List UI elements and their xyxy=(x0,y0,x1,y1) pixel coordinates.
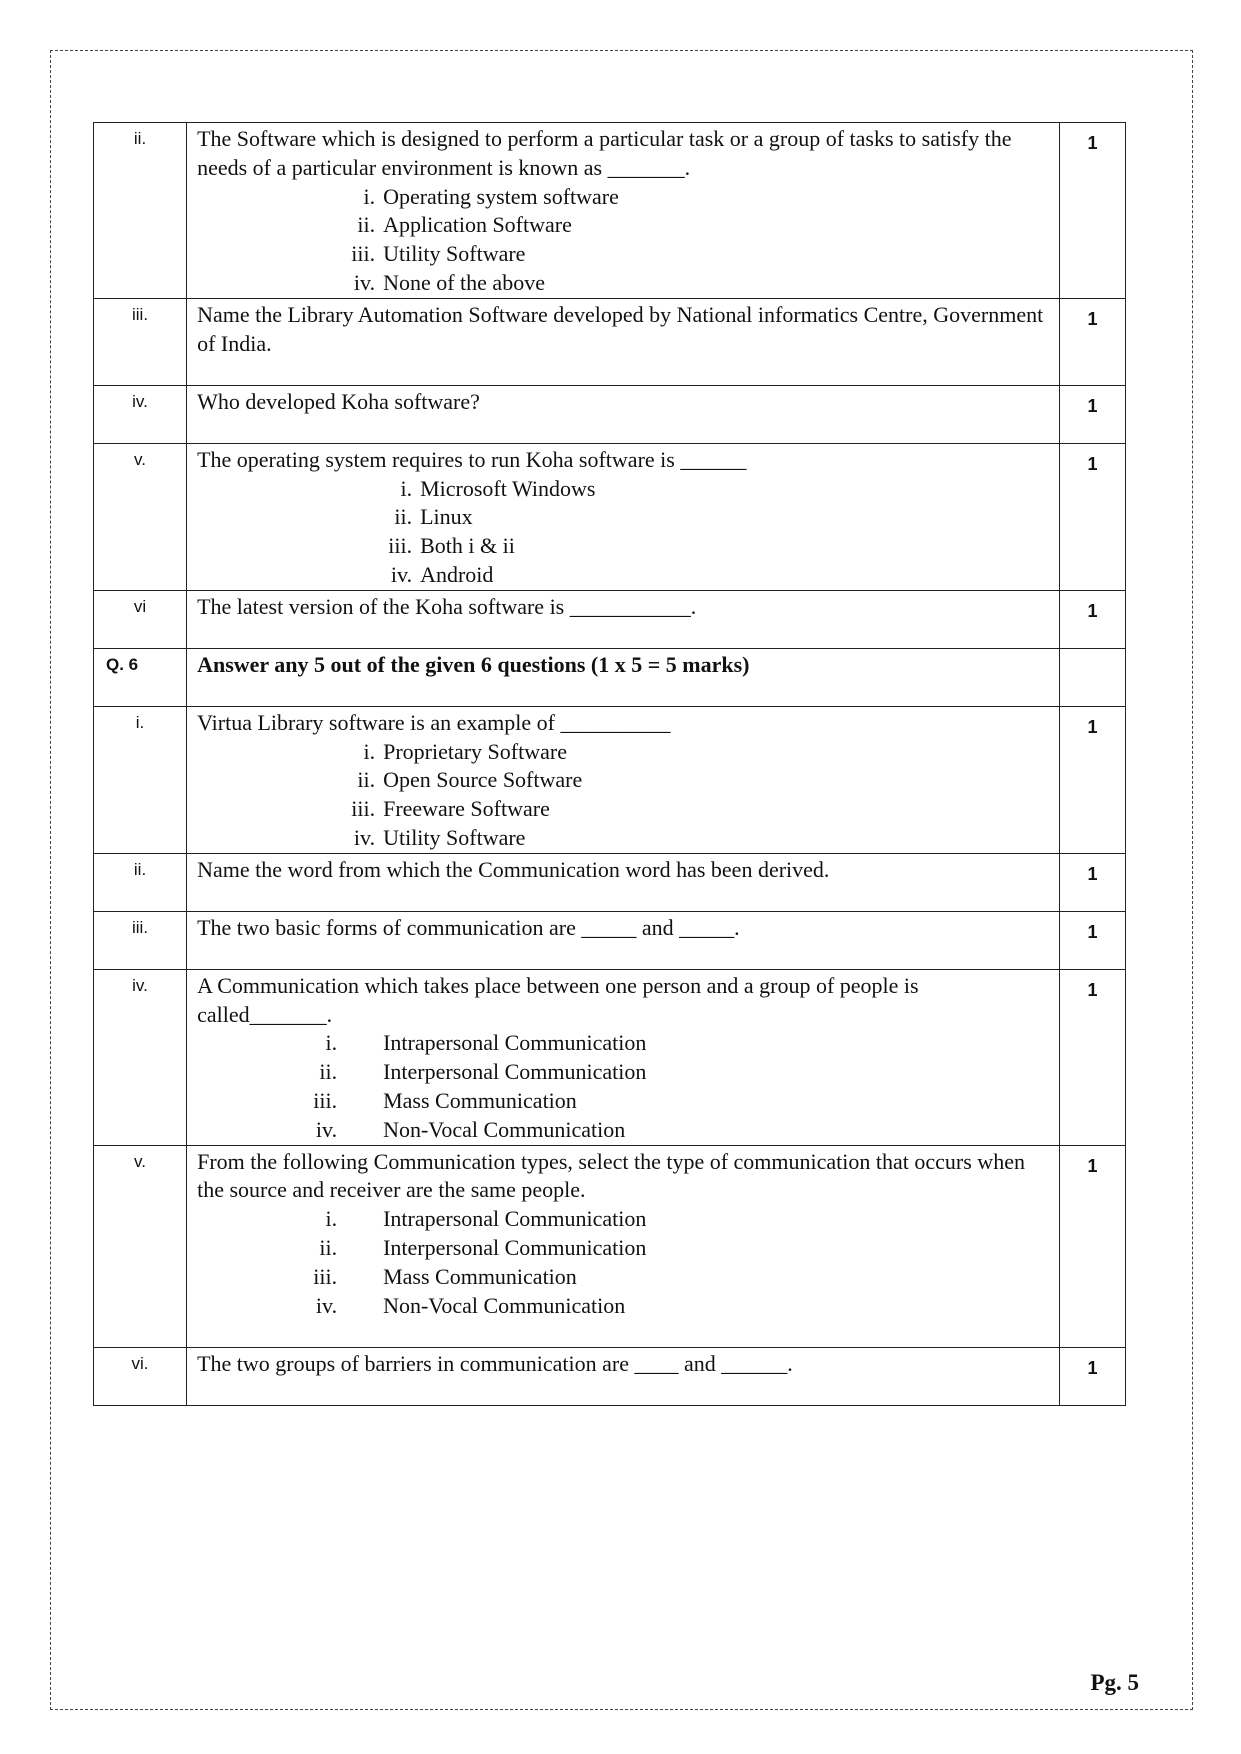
question-row xyxy=(94,298,1126,385)
option-roman: ii. xyxy=(357,212,376,238)
option-roman: iv. xyxy=(390,561,413,587)
marks-cell xyxy=(1059,648,1125,706)
option-roman: ii. xyxy=(319,1059,338,1085)
option-item xyxy=(197,1116,1049,1145)
option-item xyxy=(197,824,1049,853)
marks-cell: 1 xyxy=(1059,590,1125,648)
question-text: The two basic forms of communication are _____ and _____. xyxy=(197,914,740,940)
marks-cell: 1 xyxy=(1059,706,1125,853)
option-roman: iii. xyxy=(351,796,376,822)
question-row xyxy=(94,385,1126,443)
question-number: iii. xyxy=(94,298,187,385)
question-cell xyxy=(187,123,1060,299)
option-roman: iii. xyxy=(388,533,413,559)
question-number: vi. xyxy=(94,1347,187,1405)
option-roman: ii. xyxy=(357,767,376,793)
option-text: Open Source Software xyxy=(383,767,583,793)
option-roman: iv. xyxy=(315,1116,338,1142)
option-item xyxy=(197,269,1049,298)
section-header-row xyxy=(94,648,1126,706)
option-text: Interpersonal Communication xyxy=(383,1059,647,1085)
question-cell xyxy=(187,298,1060,385)
option-list xyxy=(197,1205,1049,1320)
question-text: Name the word from which the Communication word has been derived. xyxy=(197,856,830,882)
option-roman: iv. xyxy=(353,824,376,850)
option-text: Proprietary Software xyxy=(383,738,567,764)
question-text: The latest version of the Koha software is ___________. xyxy=(197,593,697,619)
option-text: Interpersonal Communication xyxy=(383,1234,647,1260)
option-roman: i. xyxy=(363,183,376,209)
question-number: i. xyxy=(94,706,187,853)
question-cell xyxy=(187,385,1060,443)
question-text: The operating system requires to run Koha software is ______ xyxy=(197,446,747,472)
option-roman: i. xyxy=(325,1030,338,1056)
marks-cell: 1 xyxy=(1059,443,1125,590)
question-number: iv. xyxy=(94,385,187,443)
marks-cell: 1 xyxy=(1059,1145,1125,1347)
option-item xyxy=(197,532,1049,561)
option-item xyxy=(197,1058,1049,1087)
question-row xyxy=(94,1347,1126,1405)
option-item xyxy=(197,183,1049,212)
option-item xyxy=(197,795,1049,824)
option-item xyxy=(197,766,1049,795)
question-row xyxy=(94,911,1126,969)
marks-cell: 1 xyxy=(1059,1347,1125,1405)
question-number: iv. xyxy=(94,969,187,1145)
question-text: The Software which is designed to perform a particular task or a group of tasks to satisfy the needs of a particular environment is known as _______. xyxy=(197,126,1012,180)
question-row xyxy=(94,123,1126,299)
option-item xyxy=(197,561,1049,590)
question-cell xyxy=(187,853,1060,911)
marks-cell: 1 xyxy=(1059,123,1125,299)
option-item xyxy=(197,1263,1049,1292)
option-text: Android xyxy=(420,561,494,587)
marks-cell: 1 xyxy=(1059,969,1125,1145)
question-row xyxy=(94,443,1126,590)
option-item xyxy=(197,211,1049,240)
question-cell xyxy=(187,1145,1060,1347)
option-list xyxy=(197,475,1049,590)
question-number: vi xyxy=(94,590,187,648)
question-row xyxy=(94,969,1126,1145)
question-row xyxy=(94,1145,1126,1347)
question-text: A Communication which takes place between one person and a group of people is called_______. xyxy=(197,972,919,1027)
option-roman: i. xyxy=(400,475,413,501)
question-number: iii. xyxy=(94,911,187,969)
option-text: Operating system software xyxy=(383,183,619,209)
marks-cell: 1 xyxy=(1059,853,1125,911)
option-roman: iv. xyxy=(315,1292,338,1318)
option-roman: ii. xyxy=(394,504,413,530)
option-roman: iv. xyxy=(353,269,376,295)
section-instruction: Answer any 5 out of the given 6 questions (1 x 5 = 5 marks) xyxy=(197,651,750,677)
question-cell xyxy=(187,443,1060,590)
question-cell xyxy=(187,1347,1060,1405)
option-list xyxy=(197,183,1049,298)
option-item xyxy=(197,1029,1049,1058)
option-text: Mass Communication xyxy=(383,1087,577,1113)
option-text: Both i & ii xyxy=(420,533,515,559)
option-item xyxy=(197,738,1049,767)
option-text: Linux xyxy=(420,504,473,530)
option-text: None of the above xyxy=(383,269,545,295)
question-number: v. xyxy=(94,443,187,590)
page-number: Pg. 5 xyxy=(1090,1670,1139,1695)
question-cell xyxy=(187,969,1060,1145)
question-number: ii. xyxy=(94,853,187,911)
question-text: Who developed Koha software? xyxy=(197,388,480,414)
option-text: Utility Software xyxy=(383,824,526,850)
option-item xyxy=(197,240,1049,269)
option-text: Mass Communication xyxy=(383,1263,577,1289)
option-item xyxy=(197,1205,1049,1234)
marks-cell: 1 xyxy=(1059,298,1125,385)
option-roman: i. xyxy=(325,1206,338,1232)
section-cell xyxy=(187,648,1060,706)
question-row xyxy=(94,853,1126,911)
question-number: ii. xyxy=(94,123,187,299)
option-text: Utility Software xyxy=(383,241,526,267)
option-list xyxy=(197,1029,1049,1144)
option-item xyxy=(197,1292,1049,1321)
option-item xyxy=(197,1087,1049,1116)
option-text: Application Software xyxy=(383,212,572,238)
option-item xyxy=(197,1234,1049,1263)
option-item xyxy=(197,503,1049,532)
option-roman: i. xyxy=(363,738,376,764)
option-roman: iii. xyxy=(313,1263,338,1289)
marks-cell: 1 xyxy=(1059,911,1125,969)
question-row xyxy=(94,706,1126,853)
option-text: Non-Vocal Communication xyxy=(383,1116,626,1142)
option-list xyxy=(197,738,1049,853)
option-roman: iii. xyxy=(351,241,376,267)
question-cell xyxy=(187,590,1060,648)
question-table xyxy=(93,122,1126,1406)
question-text: Virtua Library software is an example of __________ xyxy=(197,709,671,735)
question-text: Name the Library Automation Software developed by National informatics Centre, Government of India. xyxy=(197,301,1044,356)
question-text: The two groups of barriers in communication are ____ and ______. xyxy=(197,1350,793,1376)
option-item xyxy=(197,475,1049,504)
option-text: Freeware Software xyxy=(383,796,550,822)
section-number: Q. 6 xyxy=(94,648,187,706)
option-text: Intrapersonal Communication xyxy=(383,1206,647,1232)
question-text: From the following Communication types, select the type of communication that occurs when the source and receiver are the same people. xyxy=(197,1148,1025,1203)
option-roman: ii. xyxy=(319,1234,338,1260)
option-roman: iii. xyxy=(313,1087,338,1113)
option-text: Microsoft Windows xyxy=(420,475,596,501)
question-cell xyxy=(187,706,1060,853)
question-number: v. xyxy=(94,1145,187,1347)
option-text: Non-Vocal Communication xyxy=(383,1292,626,1318)
option-text: Intrapersonal Communication xyxy=(383,1030,647,1056)
marks-cell: 1 xyxy=(1059,385,1125,443)
question-row xyxy=(94,590,1126,648)
question-cell xyxy=(187,911,1060,969)
